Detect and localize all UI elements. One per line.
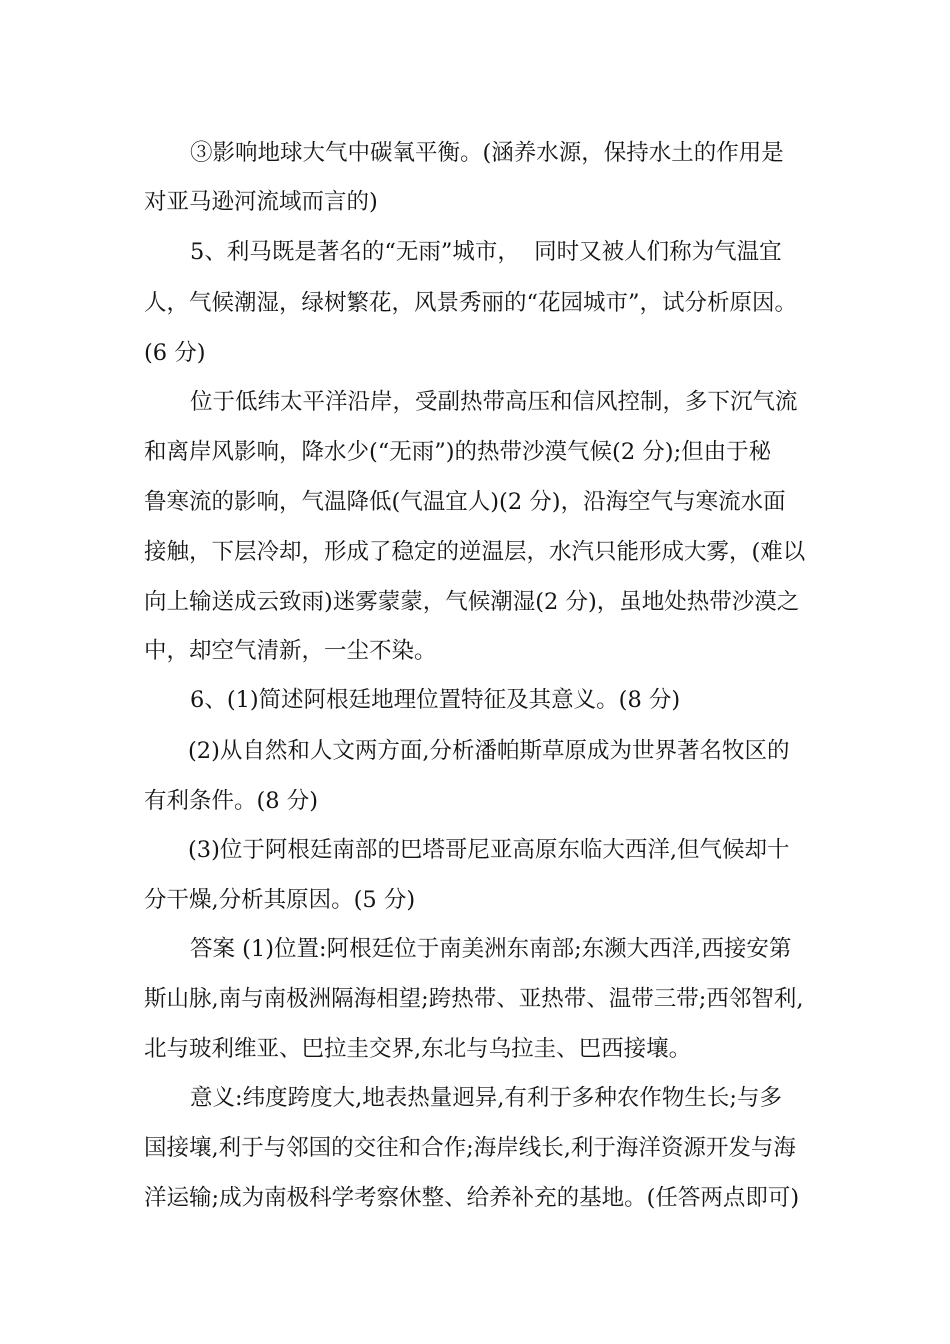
text-line: 意义:纬度跨度大,地表热量迥异,有利于多种农作物生长;与多 <box>190 1085 782 1111</box>
text-line: 洋运输;成为南极科学考察休整、给养补充的基地。(任答两点即可) <box>144 1185 800 1211</box>
text-line: 有利条件。(8 分) <box>144 788 319 814</box>
text-line: (2)从自然和人文两方面,分析潘帕斯草原成为世界著名牧区的 <box>188 738 790 764</box>
text-line: 中，却空气清新，一尘不染。 <box>144 638 437 664</box>
text-line: 分干燥,分析其原因。(5 分) <box>144 887 416 913</box>
text-line: 鲁寒流的影响，气温降低(气温宜人)(2 分)，沿海空气与寒流水面 <box>144 489 786 515</box>
text-line: (3)位于阿根廷南部的巴塔哥尼亚高原东临大西洋,但气候却十 <box>188 837 790 863</box>
text-line: 和离岸风影响，降水少(“无雨”)的热带沙漠气候(2 分);但由于秘 <box>144 439 772 465</box>
text-line: 斯山脉,南与南极洲隔海相望;跨热带、亚热带、温带三带;西邻智利, <box>144 986 804 1012</box>
text-line: 对亚马逊河流域而言的) <box>144 189 378 215</box>
text-line: 5、利马既是著名的“无雨”城市， 同时又被人们称为气温宜 <box>190 239 782 265</box>
text-line: 北与玻利维亚、巴拉圭交界,东北与乌拉圭、巴西接壤。 <box>144 1036 692 1062</box>
text-line: 人，气候潮湿，绿树繁花，风景秀丽的“花园城市”，试分析原因。 <box>144 290 798 316</box>
text-line: ③影响地球大气中碳氧平衡。(涵养水源，保持水土的作用是 <box>190 140 784 166</box>
text-line: 接触，下层冷却，形成了稳定的逆温层，水汽只能形成大雾，(难以 <box>144 539 806 565</box>
text-line: 位于低纬太平洋沿岸，受副热带高压和信风控制，多下沉气流 <box>190 389 798 415</box>
text-line: 国接壤,利于与邻国的交往和合作;海岸线长,利于海洋资源开发与海 <box>144 1135 796 1161</box>
text-line: 向上输送成云致雨)迷雾蒙蒙，气候潮湿(2 分)，虽地处热带沙漠之 <box>144 589 800 615</box>
text-line: 6、(1)简述阿根廷地理位置特征及其意义。(8 分) <box>190 687 681 713</box>
text-line: 答案 (1)位置:阿根廷位于南美洲东南部;东濒大西洋,西接安第 <box>190 936 792 962</box>
text-line: (6 分) <box>144 340 206 366</box>
